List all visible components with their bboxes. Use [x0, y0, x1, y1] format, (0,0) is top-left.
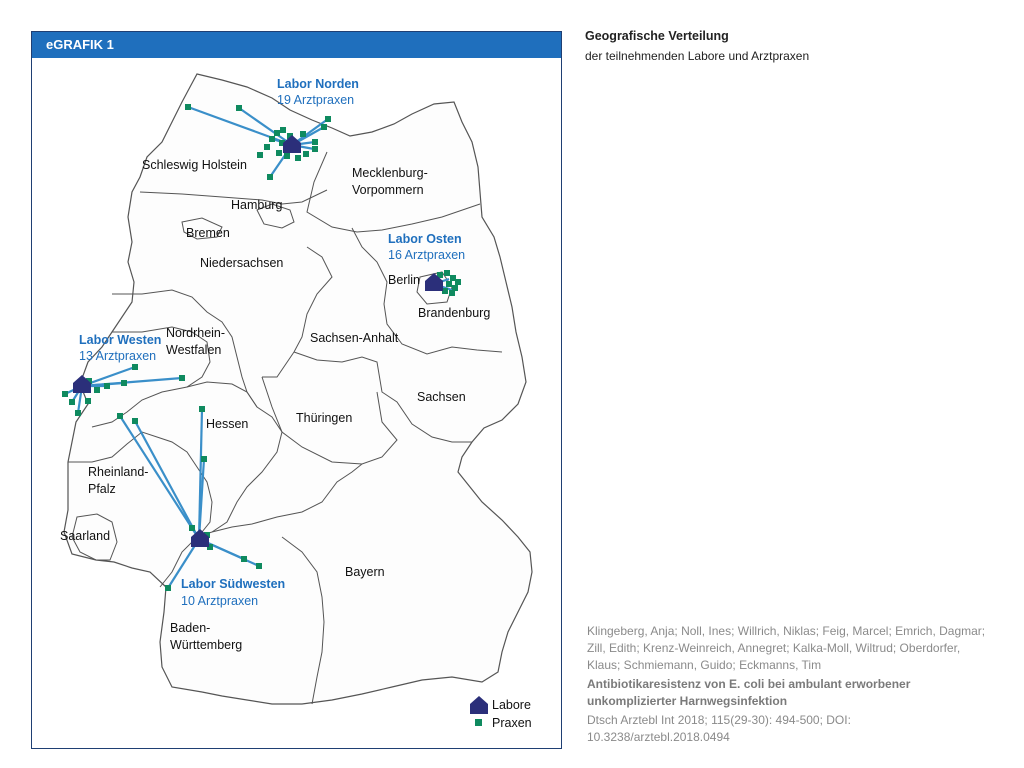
practice-marker [280, 127, 286, 133]
lab-name-southwest: Labor Südwesten [181, 577, 286, 591]
practice-marker [276, 150, 282, 156]
region-label: Nordrhein- [166, 326, 226, 340]
region-label: Berlin [388, 273, 420, 287]
figure-title: Geografische Verteilung [585, 29, 729, 43]
lab-name-north: Labor Norden [277, 77, 359, 91]
practice-marker [69, 399, 75, 405]
practice-marker [284, 153, 290, 159]
practice-marker [303, 151, 309, 157]
citation [587, 623, 987, 746]
practice-marker [449, 290, 455, 296]
practice-marker [312, 139, 318, 145]
practice-marker [104, 383, 110, 389]
region-label: Vorpommern [352, 183, 424, 197]
lab-count-east: 16 Arztpraxen [388, 248, 466, 262]
region-label: Brandenburg [418, 306, 491, 320]
practice-marker [165, 585, 171, 591]
practice-marker [189, 525, 195, 531]
practice-marker [295, 155, 301, 161]
citation-source: Dtsch Arztebl Int 2018; 115(29-30): 494-500; DOI: 10.3238/arztebl.2018.0494 [587, 713, 851, 744]
practice-marker [75, 410, 81, 416]
lab-count-west: 13 Arztpraxen [79, 349, 157, 363]
practice-marker [321, 124, 327, 130]
region-label: Westfalen [166, 343, 222, 357]
region-label: Baden- [170, 621, 211, 635]
practice-marker [274, 130, 280, 136]
region-label: Pfalz [88, 482, 116, 496]
lab-name-east: Labor Osten [388, 232, 462, 246]
region-label: Rheinland- [88, 465, 149, 479]
region-label: Bremen [186, 226, 230, 240]
citation-authors: Klingeberg, Anja; Noll, Ines; Willrich, Niklas; Feig, Marcel; Emrich, Dagmar; Zill, Edith; Krenz-Weinreich, Annegret; Kalka-Moll, Wiltrud; Oberdorfer, Klaus; Schmiemann, Guido; Eckmanns, Tim [587, 624, 986, 672]
practice-marker [62, 391, 68, 397]
figure-subtitle: der teilnehmenden Labore und Arztpraxen [585, 49, 810, 63]
practice-marker [179, 375, 185, 381]
practice-marker [267, 174, 273, 180]
practice-marker [257, 152, 263, 158]
region-label: Hessen [206, 417, 249, 431]
practice-marker [325, 116, 331, 122]
legend-practice-label: Praxen [492, 716, 532, 730]
practice-marker [132, 364, 138, 370]
practice-marker [132, 418, 138, 424]
practice-marker [444, 270, 450, 276]
lab-name-west: Labor Westen [79, 333, 162, 347]
region-label: Niedersachsen [200, 256, 284, 270]
practice-marker [446, 281, 452, 287]
practice-marker [269, 136, 275, 142]
practice-marker [241, 556, 247, 562]
practice-marker [201, 456, 207, 462]
practice-marker [312, 146, 318, 152]
germany-map [32, 32, 561, 748]
practice-marker [117, 413, 123, 419]
practice-marker [256, 563, 262, 569]
lab-count-southwest: 10 Arztpraxen [181, 594, 259, 608]
practice-marker [300, 131, 306, 137]
citation-title: Antibiotikaresistenz von E. coli bei ambulant erworbener unkomplizierter Harnwegsinfektion [587, 677, 911, 708]
practice-marker [236, 105, 242, 111]
region-label: Saarland [60, 529, 111, 543]
region-label: Schleswig Holstein [142, 158, 247, 172]
germany-outline [64, 74, 532, 704]
region-label: Sachsen [417, 390, 466, 404]
legend-practice-icon [475, 719, 482, 726]
region-label: Hamburg [231, 198, 283, 212]
figure-label: eGRAFIK 1 [32, 32, 561, 58]
region-label: Bayern [345, 565, 385, 579]
practice-marker [455, 279, 461, 285]
region-label: Sachsen-Anhalt [310, 331, 399, 345]
practice-marker [85, 398, 91, 404]
practice-marker [264, 144, 270, 150]
lab-count-north: 19 Arztpraxen [277, 93, 355, 107]
practice-marker [185, 104, 191, 110]
practice-marker [94, 387, 100, 393]
legend-lab-label: Labore [492, 698, 531, 712]
legend [470, 696, 532, 730]
practice-marker [121, 380, 127, 386]
practice-marker [199, 406, 205, 412]
figure-frame [31, 31, 562, 749]
region-label: Mecklenburg- [352, 166, 428, 180]
region-label: Thüringen [296, 411, 353, 425]
legend-lab-icon [470, 696, 488, 714]
region-label: Württemberg [170, 638, 243, 652]
